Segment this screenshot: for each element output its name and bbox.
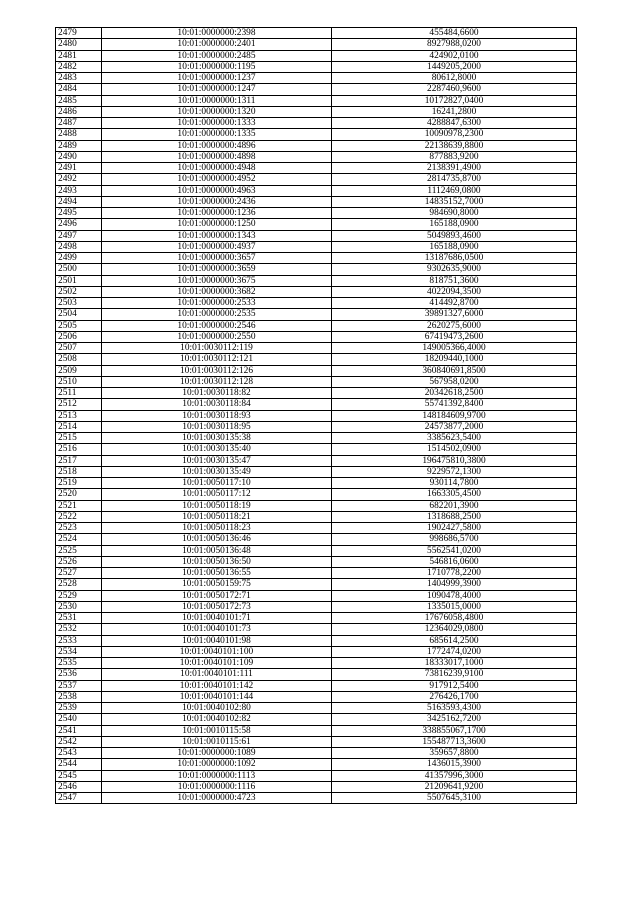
table-row [56,714,577,725]
cadastral-value-cell: 22138639,8800 [332,140,577,151]
cadastral-number-cell: 10:01:0000000:2535 [102,309,332,320]
cadastral-value-cell: 5163593,4300 [332,703,577,714]
table-row [56,185,577,196]
cadastral-number-cell: 10:01:0030112:126 [102,365,332,376]
row-number-cell: 2514 [56,421,102,432]
cadastral-value-cell: 1436015,3900 [332,759,577,770]
table-row [56,748,577,759]
cadastral-value-cell: 984690,8000 [332,208,577,219]
cadastral-value-cell: 67419473,2600 [332,331,577,342]
table-row [56,725,577,736]
cadastral-number-cell: 10:01:0000000:3682 [102,286,332,297]
cadastral-number-cell: 10:01:0040101:109 [102,658,332,669]
cadastral-value-cell: 877883,9200 [332,151,577,162]
row-number-cell: 2521 [56,500,102,511]
table-row [56,523,577,534]
cadastral-number-cell: 10:01:0040101:111 [102,669,332,680]
cadastral-value-cell: 3425162,7200 [332,714,577,725]
row-number-cell: 2543 [56,748,102,759]
cadastral-number-cell: 10:01:0010115:61 [102,736,332,747]
cadastral-number-cell: 10:01:0000000:2398 [102,28,332,39]
cadastral-number-cell: 10:01:0000000:1335 [102,129,332,140]
row-number-cell: 2536 [56,669,102,680]
table-row [56,264,577,275]
cadastral-value-cell: 1335015,0000 [332,601,577,612]
row-number-cell: 2516 [56,444,102,455]
row-number-cell: 2544 [56,759,102,770]
cadastral-value-cell: 9229572,1300 [332,466,577,477]
row-number-cell: 2506 [56,331,102,342]
row-number-cell: 2504 [56,309,102,320]
cadastral-number-cell: 10:01:0000000:4896 [102,140,332,151]
cadastral-value-cell: 80612,8000 [332,73,577,84]
table-row [56,534,577,545]
table-row [56,309,577,320]
table-row [56,140,577,151]
cadastral-value-cell: 14835152,7000 [332,196,577,207]
cadastral-number-cell: 10:01:0000000:2401 [102,39,332,50]
row-number-cell: 2510 [56,376,102,387]
row-number-cell: 2497 [56,230,102,241]
row-number-cell: 2519 [56,478,102,489]
cadastral-number-cell: 10:01:0030112:128 [102,376,332,387]
row-number-cell: 2538 [56,691,102,702]
cadastral-number-cell: 10:01:0030135:47 [102,455,332,466]
row-number-cell: 2524 [56,534,102,545]
cadastral-number-cell: 10:01:0000000:2546 [102,320,332,331]
row-number-cell: 2515 [56,433,102,444]
row-number-cell: 2505 [56,320,102,331]
table-row [56,286,577,297]
table-row [56,376,577,387]
row-number-cell: 2523 [56,523,102,534]
cadastral-number-cell: 10:01:0000000:3675 [102,275,332,286]
cadastral-number-cell: 10:01:0000000:2533 [102,298,332,309]
table-row [56,466,577,477]
table-row [56,478,577,489]
table-row [56,106,577,117]
row-number-cell: 2522 [56,511,102,522]
table-row [56,298,577,309]
table-row [56,691,577,702]
table-row [56,331,577,342]
cadastral-value-cell: 276426,1700 [332,691,577,702]
cadastral-number-cell: 10:01:0030118:82 [102,388,332,399]
cadastral-value-cell: 1514502,0900 [332,444,577,455]
cadastral-value-cell: 5049893,4600 [332,230,577,241]
cadastral-number-cell: 10:01:0000000:4723 [102,793,332,804]
cadastral-value-cell: 1902427,5800 [332,523,577,534]
cadastral-number-cell: 10:01:0000000:1247 [102,84,332,95]
table-row [56,151,577,162]
table-row [56,613,577,624]
cadastral-value-cell: 360840691,8500 [332,365,577,376]
table-row [56,500,577,511]
table-row [56,646,577,657]
cadastral-value-cell: 2138391,4900 [332,163,577,174]
cadastral-number-cell: 10:01:0000000:2550 [102,331,332,342]
table-row [56,635,577,646]
cadastral-value-cell: 1404999,3900 [332,579,577,590]
cadastral-value-cell: 9302635,9000 [332,264,577,275]
cadastral-number-cell: 10:01:0050136:48 [102,545,332,556]
row-number-cell: 2484 [56,84,102,95]
table-row [56,669,577,680]
cadastral-number-cell: 10:01:0000000:1116 [102,781,332,792]
cadastral-number-cell: 10:01:0050172:71 [102,590,332,601]
cadastral-value-cell: 930114,7800 [332,478,577,489]
cadastral-value-cell: 16241,2800 [332,106,577,117]
row-number-cell: 2546 [56,781,102,792]
cadastral-value-cell: 359657,8800 [332,748,577,759]
cadastral-number-cell: 10:01:0000000:4948 [102,163,332,174]
cadastral-value-cell: 13187686,0500 [332,253,577,264]
table-row [56,433,577,444]
table-row [56,343,577,354]
cadastral-number-cell: 10:01:0000000:1311 [102,95,332,106]
row-number-cell: 2533 [56,635,102,646]
row-number-cell: 2500 [56,264,102,275]
row-number-cell: 2491 [56,163,102,174]
table-row [56,759,577,770]
row-number-cell: 2526 [56,556,102,567]
cadastral-value-cell: 1710778,2200 [332,568,577,579]
cadastral-value-cell: 546816,0600 [332,556,577,567]
table-row [56,658,577,669]
row-number-cell: 2529 [56,590,102,601]
table-body [56,28,577,804]
cadastral-value-cell: 165188,0900 [332,219,577,230]
table-row [56,196,577,207]
table-row [56,253,577,264]
cadastral-number-cell: 10:01:0030135:38 [102,433,332,444]
table-row [56,579,577,590]
cadastral-value-cell: 685614,2500 [332,635,577,646]
table-row [56,163,577,174]
cadastral-number-cell: 10:01:0030118:93 [102,410,332,421]
table-row [56,365,577,376]
cadastral-number-cell: 10:01:0000000:3659 [102,264,332,275]
table-row [56,61,577,72]
cadastral-number-cell: 10:01:0000000:1333 [102,118,332,129]
cadastral-value-cell: 196475810,3800 [332,455,577,466]
cadastral-value-cell: 18209440,1000 [332,354,577,365]
row-number-cell: 2535 [56,658,102,669]
row-number-cell: 2537 [56,680,102,691]
table-row [56,28,577,39]
table-row [56,601,577,612]
table-row [56,39,577,50]
cadastral-number-cell: 10:01:0000000:1343 [102,230,332,241]
cadastral-value-cell: 73816239,9100 [332,669,577,680]
table-row [56,50,577,61]
table-row [56,129,577,140]
table-row [56,174,577,185]
row-number-cell: 2488 [56,129,102,140]
cadastral-value-cell: 1449205,2000 [332,61,577,72]
row-number-cell: 2503 [56,298,102,309]
cadastral-value-cell: 8927988,0200 [332,39,577,50]
table-row [56,410,577,421]
row-number-cell: 2545 [56,770,102,781]
cadastral-value-cell: 1772474,0200 [332,646,577,657]
cadastral-value-cell: 149005366,4000 [332,343,577,354]
row-number-cell: 2528 [56,579,102,590]
cadastral-value-cell: 12364029,0800 [332,624,577,635]
row-number-cell: 2499 [56,253,102,264]
table-row [56,208,577,219]
cadastral-number-cell: 10:01:0030135:40 [102,444,332,455]
table-row [56,399,577,410]
cadastral-value-cell: 165188,0900 [332,241,577,252]
row-number-cell: 2513 [56,410,102,421]
row-number-cell: 2498 [56,241,102,252]
table-row [56,736,577,747]
cadastral-value-cell: 567958,0200 [332,376,577,387]
row-number-cell: 2527 [56,568,102,579]
cadastral-value-cell: 1318688,2500 [332,511,577,522]
cadastral-number-cell: 10:01:0000000:4963 [102,185,332,196]
row-number-cell: 2525 [56,545,102,556]
cadastral-number-cell: 10:01:0030112:119 [102,343,332,354]
cadastral-value-cell: 24573877,2000 [332,421,577,432]
cadastral-number-cell: 10:01:0050136:46 [102,534,332,545]
cadastral-value-cell: 2814735,8700 [332,174,577,185]
cadastral-number-cell: 10:01:0050118:23 [102,523,332,534]
row-number-cell: 2508 [56,354,102,365]
cadastral-number-cell: 10:01:0050118:19 [102,500,332,511]
cadastral-value-cell: 4288847,6300 [332,118,577,129]
table-row [56,770,577,781]
cadastral-value-cell: 155487713,3600 [332,736,577,747]
cadastral-number-cell: 10:01:0050136:50 [102,556,332,567]
cadastral-value-cell: 5507645,3100 [332,793,577,804]
cadastral-value-cell: 55741392,8400 [332,399,577,410]
row-number-cell: 2486 [56,106,102,117]
row-number-cell: 2539 [56,703,102,714]
row-number-cell: 2509 [56,365,102,376]
cadastral-number-cell: 10:01:0000000:2485 [102,50,332,61]
cadastral-number-cell: 10:01:0000000:1236 [102,208,332,219]
cadastral-value-cell: 148184609,9700 [332,410,577,421]
table-row [56,703,577,714]
cadastral-value-cell: 414492,8700 [332,298,577,309]
cadastral-value-cell: 455484,6600 [332,28,577,39]
cadastral-number-cell: 10:01:0050172:73 [102,601,332,612]
row-number-cell: 2542 [56,736,102,747]
cadastral-value-cell: 2620275,6000 [332,320,577,331]
table-row [56,95,577,106]
cadastral-number-cell: 10:01:0040101:100 [102,646,332,657]
cadastral-number-cell: 10:01:0050117:10 [102,478,332,489]
cadastral-number-cell: 10:01:0050117:12 [102,489,332,500]
cadastral-number-cell: 10:01:0050136:55 [102,568,332,579]
table-row [56,680,577,691]
table-row [56,354,577,365]
cadastral-value-cell: 39891327,6000 [332,309,577,320]
table-row [56,545,577,556]
cadastral-value-cell: 5562541,0200 [332,545,577,556]
row-number-cell: 2520 [56,489,102,500]
table-row [56,421,577,432]
row-number-cell: 2496 [56,219,102,230]
table-row [56,781,577,792]
cadastral-number-cell: 10:01:0050118:21 [102,511,332,522]
cadastral-value-cell: 17676058,4800 [332,613,577,624]
cadastral-value-cell: 3385623,5400 [332,433,577,444]
cadastral-value-cell: 18333017,1000 [332,658,577,669]
row-number-cell: 2482 [56,61,102,72]
row-number-cell: 2487 [56,118,102,129]
cadastral-number-cell: 10:01:0000000:1089 [102,748,332,759]
row-number-cell: 2541 [56,725,102,736]
cadastral-number-cell: 10:01:0000000:1195 [102,61,332,72]
cadastral-value-cell: 1112469,0800 [332,185,577,196]
table-row [56,275,577,286]
cadastral-number-cell: 10:01:0030118:84 [102,399,332,410]
cadastral-value-cell: 4022094,3500 [332,286,577,297]
cadastral-value-cell: 917912,5400 [332,680,577,691]
row-number-cell: 2534 [56,646,102,657]
table-row [56,241,577,252]
cadastral-value-cell: 1090478,4000 [332,590,577,601]
cadastral-value-cell: 21209641,9200 [332,781,577,792]
table-row [56,511,577,522]
row-number-cell: 2494 [56,196,102,207]
row-number-cell: 2517 [56,455,102,466]
row-number-cell: 2481 [56,50,102,61]
table-row [56,73,577,84]
row-number-cell: 2493 [56,185,102,196]
table-row [56,84,577,95]
cadastral-value-cell: 10090978,2300 [332,129,577,140]
cadastral-number-cell: 10:01:0000000:2436 [102,196,332,207]
cadastral-value-cell: 998686,5700 [332,534,577,545]
row-number-cell: 2489 [56,140,102,151]
table-row [56,118,577,129]
cadastral-number-cell: 10:01:0040102:82 [102,714,332,725]
row-number-cell: 2492 [56,174,102,185]
cadastral-number-cell: 10:01:0040101:144 [102,691,332,702]
row-number-cell: 2530 [56,601,102,612]
cadastral-number-cell: 10:01:0000000:1250 [102,219,332,230]
cadastral-number-cell: 10:01:0000000:4952 [102,174,332,185]
cadastral-value-cell: 424902,0100 [332,50,577,61]
table-row [56,590,577,601]
row-number-cell: 2518 [56,466,102,477]
row-number-cell: 2501 [56,275,102,286]
cadastral-value-cell: 338855067,1700 [332,725,577,736]
table-row [56,230,577,241]
cadastral-value-cell: 2287460,9600 [332,84,577,95]
cadastral-number-cell: 10:01:0010115:58 [102,725,332,736]
row-number-cell: 2490 [56,151,102,162]
cadastral-number-cell: 10:01:0000000:1320 [102,106,332,117]
cadastral-value-cell: 10172827,0400 [332,95,577,106]
cadastral-value-cell: 818751,3600 [332,275,577,286]
cadastral-number-cell: 10:01:0030135:49 [102,466,332,477]
table-row [56,219,577,230]
cadastral-value-cell: 20342618,2500 [332,388,577,399]
cadastral-value-cell: 1663305,4500 [332,489,577,500]
cadastral-number-cell: 10:01:0000000:4898 [102,151,332,162]
cadastral-number-cell: 10:01:0040102:80 [102,703,332,714]
row-number-cell: 2532 [56,624,102,635]
cadastral-number-cell: 10:01:0030112:121 [102,354,332,365]
row-number-cell: 2531 [56,613,102,624]
row-number-cell: 2540 [56,714,102,725]
table-row [56,444,577,455]
cadastral-number-cell: 10:01:0050159:75 [102,579,332,590]
table-row [56,624,577,635]
cadastral-number-cell: 10:01:0000000:1237 [102,73,332,84]
table-row [56,388,577,399]
row-number-cell: 2479 [56,28,102,39]
row-number-cell: 2480 [56,39,102,50]
cadastral-number-cell: 10:01:0040101:98 [102,635,332,646]
table-row [56,489,577,500]
row-number-cell: 2512 [56,399,102,410]
cadastral-number-cell: 10:01:0000000:1113 [102,770,332,781]
cadastral-value-table [55,27,577,804]
table-row [56,793,577,804]
cadastral-number-cell: 10:01:0030118:95 [102,421,332,432]
cadastral-number-cell: 10:01:0040101:142 [102,680,332,691]
cadastral-value-cell: 682201,3900 [332,500,577,511]
row-number-cell: 2511 [56,388,102,399]
table-row [56,320,577,331]
cadastral-number-cell: 10:01:0040101:71 [102,613,332,624]
cadastral-value-cell: 41357996,3000 [332,770,577,781]
cadastral-number-cell: 10:01:0000000:3657 [102,253,332,264]
table-row [56,568,577,579]
cadastral-number-cell: 10:01:0040101:73 [102,624,332,635]
cadastral-number-cell: 10:01:0000000:4937 [102,241,332,252]
row-number-cell: 2502 [56,286,102,297]
row-number-cell: 2547 [56,793,102,804]
row-number-cell: 2485 [56,95,102,106]
row-number-cell: 2483 [56,73,102,84]
row-number-cell: 2495 [56,208,102,219]
cadastral-number-cell: 10:01:0000000:1092 [102,759,332,770]
table-row [56,455,577,466]
row-number-cell: 2507 [56,343,102,354]
table-row [56,556,577,567]
